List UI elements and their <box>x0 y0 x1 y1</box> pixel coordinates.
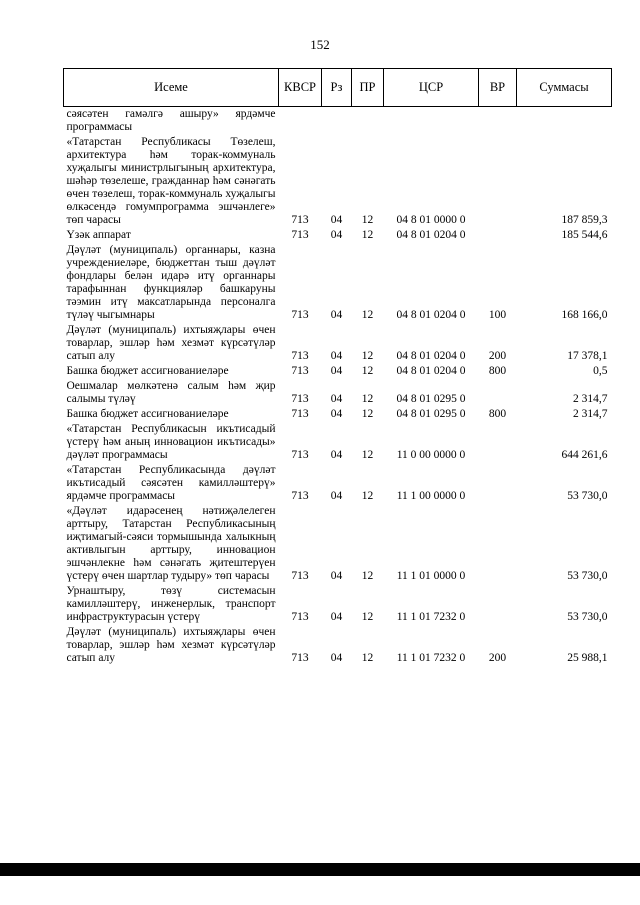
cell-kvsr: 713 <box>291 365 309 377</box>
cell-name: Урнаштыру, төзү системасын камилләштерү, инженерлык, транспорт инфраструктурасын үстерү <box>66 585 276 623</box>
cell-name: Үзәк аппарат <box>66 229 131 241</box>
cell-sum: 2 314,7 <box>573 408 608 420</box>
cell-vr <box>479 422 517 463</box>
cell-csr: 11 1 01 7232 0 <box>396 652 466 664</box>
cell-pr: 12 <box>361 229 374 241</box>
cell-name: сәясәтен гамәлгә ашыру» ярдәмче программасы <box>66 108 276 133</box>
cell-rz: 04 <box>330 611 343 623</box>
cell-sum: 2 314,7 <box>573 393 608 405</box>
cell-vr <box>479 584 517 625</box>
cell-name: Башка бюджет ассигнованиеләре <box>66 365 229 377</box>
cell-vr <box>479 107 517 136</box>
cell-csr: 04 8 01 0000 0 <box>396 214 466 226</box>
cell-kvsr: 713 <box>291 229 309 241</box>
cell-kvsr <box>279 107 322 136</box>
table-row <box>64 625 612 666</box>
cell-kvsr: 713 <box>291 393 309 405</box>
cell-sum: 53 730,0 <box>567 611 608 623</box>
header-vr: ВР <box>479 69 517 107</box>
cell-rz: 04 <box>330 214 343 226</box>
table-row <box>64 504 612 584</box>
cell-name: Дәүләт (муниципаль) ихтыяҗлары өчен товарлар, эшләр һәм хезмәт күрсәтүләр сатып алу <box>66 324 276 362</box>
table-row <box>64 135 612 228</box>
cell-kvsr: 713 <box>291 309 309 321</box>
cell-rz <box>322 107 352 136</box>
cell-rz: 04 <box>330 229 343 241</box>
header-kvsr: КВСР <box>279 69 322 107</box>
table-row <box>64 228 612 243</box>
cell-rz: 04 <box>330 490 343 502</box>
table-row <box>64 323 612 364</box>
cell-pr: 12 <box>361 214 374 226</box>
cell-rz: 04 <box>330 309 343 321</box>
cell-rz: 04 <box>330 408 343 420</box>
cell-csr <box>384 107 479 136</box>
cell-rz: 04 <box>330 350 343 362</box>
cell-kvsr: 713 <box>291 490 309 502</box>
cell-rz: 04 <box>330 449 343 461</box>
cell-name: «Татарстан Республикасы Төзелеш, архитектура һәм торак-коммуналь хуҗалыгы министрлыгының архитектура, шәһәр төзелеше, гражданнар һәм сәнәгать өчен төзелеш, торак-коммуналь хуҗалыгы өлкәсендә гомумпрограмма эшчәнлеге» төп чарасы <box>66 136 276 226</box>
cell-name: Башка бюджет ассигнованиеләре <box>66 408 229 420</box>
cell-csr: 11 1 01 0000 0 <box>396 570 466 582</box>
cell-pr <box>352 107 384 136</box>
header-sum: Суммасы <box>517 69 612 107</box>
cell-kvsr: 713 <box>291 570 309 582</box>
cell-name: «Татарстан Республикасын икътисадый үстерү һәм аның инновацион икътисады» дәүләт программасы <box>66 423 276 461</box>
table-header-row <box>64 69 612 107</box>
cell-vr: 200 <box>488 350 507 362</box>
cell-pr: 12 <box>361 449 374 461</box>
cell-sum: 168 166,0 <box>561 309 608 321</box>
cell-csr: 04 8 01 0204 0 <box>396 350 466 362</box>
cell-sum: 25 988,1 <box>567 652 608 664</box>
cell-name: «Дәүләт идарәсенең нәтиҗәлелеген арттыру, Татарстан Республикасының иҗтимагый-сәяси тормышында халыкның активлыгын арттыру, инновацион эшчәнлекне һәм сәнәгать җитештерүен үстерү өчен шартлар тудыру» төп чарасы <box>66 505 276 582</box>
cell-name: Дәүләт (муниципаль) органнары, казна учреждениеләре, бюджеттан тыш дәүләт фондлары белән идарә итү органнары тарафыннан функцияләр башкаруны тәэмин итү максатларында персоналга түләү чыгымнары <box>66 244 276 321</box>
table-row <box>64 584 612 625</box>
cell-vr <box>479 504 517 584</box>
cell-kvsr: 713 <box>291 408 309 420</box>
table-row <box>64 107 612 136</box>
budget-table <box>63 68 612 666</box>
cell-rz: 04 <box>330 652 343 664</box>
cell-vr <box>479 463 517 504</box>
table-row <box>64 463 612 504</box>
cell-rz: 04 <box>330 365 343 377</box>
cell-csr: 04 8 01 0204 0 <box>396 229 466 241</box>
table-row <box>64 379 612 407</box>
table-row <box>64 422 612 463</box>
cell-vr <box>479 379 517 407</box>
page-number: 152 <box>310 37 330 52</box>
cell-vr: 800 <box>488 408 507 420</box>
cell-sum: 53 730,0 <box>567 490 608 502</box>
table-row <box>64 364 612 379</box>
cell-pr: 12 <box>361 490 374 502</box>
cell-kvsr: 713 <box>291 449 309 461</box>
cell-sum <box>517 107 612 136</box>
cell-csr: 04 8 01 0295 0 <box>396 393 466 405</box>
header-pr: ПР <box>352 69 384 107</box>
cell-sum: 644 261,6 <box>561 449 608 461</box>
cell-sum: 187 859,3 <box>561 214 608 226</box>
cell-csr: 11 0 00 0000 0 <box>396 449 466 461</box>
cell-kvsr: 713 <box>291 611 309 623</box>
cell-pr: 12 <box>361 652 374 664</box>
cell-kvsr: 713 <box>291 214 309 226</box>
cell-name: Дәүләт (муниципаль) ихтыяҗлары өчен товарлар, эшләр һәм хезмәт күрсәтүләр сатып алу <box>66 626 276 664</box>
cell-csr: 04 8 01 0204 0 <box>396 309 466 321</box>
table-row <box>64 243 612 323</box>
cell-vr: 800 <box>488 365 507 377</box>
cell-csr: 11 1 00 0000 0 <box>396 490 466 502</box>
cell-name: Оешмалар мөлкәтенә салым һәм җир салымы түләү <box>66 380 276 405</box>
cell-pr: 12 <box>361 570 374 582</box>
cell-pr: 12 <box>361 393 374 405</box>
cell-name: «Татарстан Республикасында дәүләт икътисадый сәясәтен камилләштерү» ярдәмче программасы <box>66 464 276 502</box>
cell-kvsr: 713 <box>291 350 309 362</box>
cell-pr: 12 <box>361 408 374 420</box>
cell-pr: 12 <box>361 611 374 623</box>
cell-sum: 0,5 <box>593 365 608 377</box>
cell-vr: 100 <box>488 309 507 321</box>
cell-csr: 11 1 01 7232 0 <box>396 611 466 623</box>
header-csr: ЦСР <box>384 69 479 107</box>
cell-sum: 17 378,1 <box>567 350 608 362</box>
scan-bottom-edge <box>0 863 640 876</box>
cell-vr: 200 <box>488 652 507 664</box>
cell-vr <box>479 135 517 228</box>
cell-csr: 04 8 01 0204 0 <box>396 365 466 377</box>
cell-sum: 185 544,6 <box>561 229 608 241</box>
cell-pr: 12 <box>361 350 374 362</box>
table-row <box>64 407 612 422</box>
cell-csr: 04 8 01 0295 0 <box>396 408 466 420</box>
header-rz: Рз <box>322 69 352 107</box>
cell-pr: 12 <box>361 365 374 377</box>
cell-sum: 53 730,0 <box>567 570 608 582</box>
header-name: Исеме <box>64 69 279 107</box>
cell-vr <box>479 228 517 243</box>
cell-pr: 12 <box>361 309 374 321</box>
cell-rz: 04 <box>330 393 343 405</box>
cell-kvsr: 713 <box>291 652 309 664</box>
cell-rz: 04 <box>330 570 343 582</box>
